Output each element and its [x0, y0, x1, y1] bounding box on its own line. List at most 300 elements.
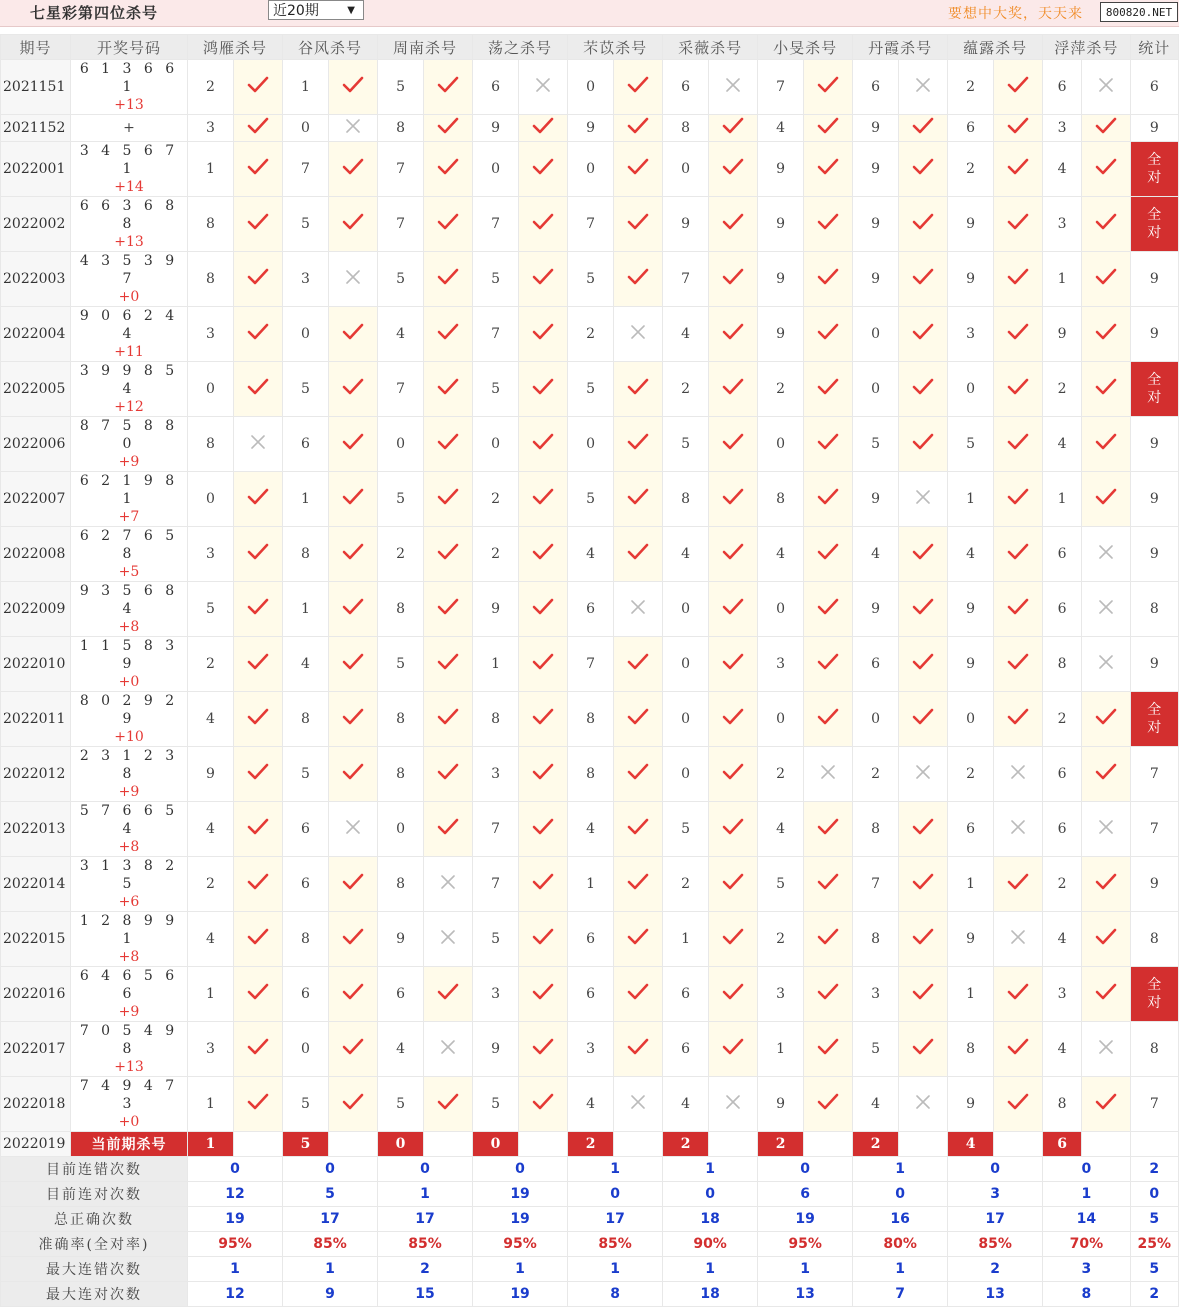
stat-value: 7: [1149, 766, 1159, 782]
draw-sum: +11: [114, 344, 144, 360]
result-cell: [614, 637, 663, 692]
check-icon: [817, 329, 839, 345]
result-cell: [994, 1022, 1043, 1077]
period-cell: 2022002: [1, 197, 71, 252]
result-cell: [424, 967, 473, 1022]
result-cell: [614, 307, 663, 362]
cross-icon: [1011, 767, 1025, 783]
stats-value: 1: [568, 1157, 663, 1182]
result-cell: [709, 967, 758, 1022]
kill-number-cell: 1: [663, 912, 709, 967]
check-icon: [532, 384, 554, 400]
check-icon: [532, 439, 554, 455]
check-icon: [532, 164, 554, 180]
kill-number-cell: 5: [283, 1077, 329, 1132]
chevron-down-icon: ▼: [347, 5, 355, 16]
kill-number-cell: 9: [473, 115, 519, 142]
cross-icon: [631, 327, 645, 343]
result-cell: [1082, 802, 1130, 857]
kill-number-cell: 3: [473, 747, 519, 802]
stat-cell: [1130, 472, 1178, 527]
cross-icon: [251, 437, 265, 453]
result-cell: [329, 1077, 378, 1132]
check-icon: [1007, 1044, 1029, 1060]
result-cell: [329, 417, 378, 472]
cross-icon: [346, 272, 360, 288]
kill-number-table: [0, 34, 1179, 1307]
result-cell: [994, 417, 1043, 472]
result-cell: [424, 307, 473, 362]
check-icon: [1095, 714, 1117, 730]
kill-number-cell: 4: [188, 912, 234, 967]
result-cell: [804, 637, 853, 692]
check-icon: [912, 824, 934, 840]
result-cell: [329, 115, 378, 142]
result-cell: [994, 802, 1043, 857]
site-logo[interactable]: 800820.NET: [1100, 2, 1178, 22]
check-icon: [342, 549, 364, 565]
stats-row: [1, 1232, 1179, 1257]
check-icon: [342, 989, 364, 1005]
current-kill-value: 5: [283, 1132, 329, 1157]
header-expert: 蕴露杀号: [948, 35, 1043, 60]
result-cell: [519, 115, 568, 142]
result-cell: [424, 362, 473, 417]
kill-number-cell: 3: [1043, 115, 1082, 142]
draw-sum: +13: [114, 1059, 144, 1075]
current-kill-value: 1: [188, 1132, 234, 1157]
result-cell: [234, 1022, 283, 1077]
stat-cell: [1130, 692, 1178, 747]
kill-number-cell: 5: [378, 60, 424, 115]
result-cell: [804, 802, 853, 857]
stats-value: 1: [283, 1257, 378, 1282]
cross-icon: [1099, 1042, 1113, 1058]
kill-number-cell: 0: [378, 417, 424, 472]
result-cell: [1082, 637, 1130, 692]
kill-number-cell: 6: [378, 967, 424, 1022]
result-cell: [424, 527, 473, 582]
result-cell: [234, 60, 283, 115]
check-icon: [437, 714, 459, 730]
draw-digits: 7 0 5 4 9 8: [79, 1023, 179, 1057]
kill-number-cell: 9: [853, 582, 899, 637]
kill-number-cell: 5: [378, 472, 424, 527]
check-icon: [627, 274, 649, 290]
kill-number-cell: 0: [188, 362, 234, 417]
stats-value: 0: [948, 1157, 1043, 1182]
current-kill-label: 当前期杀号: [71, 1132, 188, 1157]
current-kill-value: 2: [853, 1132, 899, 1157]
result-cell: [994, 197, 1043, 252]
check-icon: [1007, 549, 1029, 565]
check-icon: [247, 659, 269, 675]
draw-sum: +7: [118, 509, 140, 525]
kill-number-cell: 7: [853, 857, 899, 912]
result-cell: [994, 472, 1043, 527]
check-icon: [437, 439, 459, 455]
result-cell: [709, 857, 758, 912]
result-cell: [1082, 252, 1130, 307]
result-cell: [614, 967, 663, 1022]
result-cell: [329, 637, 378, 692]
check-icon: [817, 659, 839, 675]
kill-number-cell: 4: [378, 307, 424, 362]
kill-number-cell: 3: [1043, 967, 1082, 1022]
check-icon: [817, 123, 839, 139]
result-cell: [424, 142, 473, 197]
result-cell: [1082, 857, 1130, 912]
result-cell: [234, 472, 283, 527]
stat-value: 9: [1149, 491, 1159, 507]
result-cell: [614, 362, 663, 417]
result-cell: [614, 747, 663, 802]
result-cell: [329, 692, 378, 747]
kill-number-cell: 4: [568, 802, 614, 857]
kill-number-cell: 5: [473, 1077, 519, 1132]
kill-number-cell: 6: [853, 60, 899, 115]
kill-number-cell: 0: [758, 582, 804, 637]
table-row: [1, 1077, 1179, 1132]
kill-number-cell: 3: [853, 967, 899, 1022]
check-icon: [437, 769, 459, 785]
result-cell: [519, 252, 568, 307]
kill-number-cell: 0: [473, 142, 519, 197]
check-icon: [817, 604, 839, 620]
stat-cell: [1130, 1077, 1178, 1132]
check-icon: [1007, 384, 1029, 400]
stats-value: 17: [948, 1207, 1043, 1232]
check-icon: [912, 219, 934, 235]
kill-number-cell: 2: [1043, 362, 1082, 417]
current-kill-value: 2: [663, 1132, 709, 1157]
result-cell: [709, 1077, 758, 1132]
check-icon: [1007, 659, 1029, 675]
period-cell: 2022003: [1, 252, 71, 307]
kill-number-cell: 7: [473, 857, 519, 912]
kill-number-cell: 1: [283, 582, 329, 637]
result-cell: [519, 912, 568, 967]
check-icon: [247, 1099, 269, 1115]
check-icon: [342, 769, 364, 785]
kill-number-cell: 6: [948, 802, 994, 857]
draw-sum: +8: [118, 949, 140, 965]
kill-number-cell: 1: [188, 967, 234, 1022]
check-icon: [247, 164, 269, 180]
check-icon: [1007, 879, 1029, 895]
cross-icon: [631, 602, 645, 618]
header-expert: 芣苡杀号: [568, 35, 663, 60]
kill-number-cell: 4: [188, 692, 234, 747]
stats-label: 最大连对次数: [1, 1282, 188, 1307]
cross-icon: [536, 80, 550, 96]
result-cell: [899, 1022, 948, 1077]
kill-number-cell: 2: [473, 472, 519, 527]
draw-cell: [71, 252, 188, 307]
result-cell: [519, 142, 568, 197]
kill-number-cell: 1: [283, 472, 329, 527]
draw-digits: 6 4 6 5 6 6: [79, 968, 179, 1002]
kill-number-cell: 2: [663, 857, 709, 912]
check-icon: [342, 879, 364, 895]
kill-number-cell: 8: [1043, 637, 1082, 692]
result-cell: [804, 912, 853, 967]
kill-number-cell: 7: [758, 60, 804, 115]
kill-number-cell: 9: [853, 252, 899, 307]
cross-icon: [441, 932, 455, 948]
check-icon: [1095, 989, 1117, 1005]
stat-cell: [1130, 527, 1178, 582]
result-cell: [614, 527, 663, 582]
kill-number-cell: 1: [188, 142, 234, 197]
check-icon: [627, 714, 649, 730]
result-cell: [614, 115, 663, 142]
kill-number-cell: 0: [758, 692, 804, 747]
current-kill-value: 2: [568, 1132, 614, 1157]
result-cell: [519, 582, 568, 637]
result-cell: [234, 142, 283, 197]
header-expert: 鸿雁杀号: [188, 35, 283, 60]
kill-number-cell: 3: [568, 1022, 614, 1077]
check-icon: [1007, 164, 1029, 180]
check-icon: [532, 274, 554, 290]
result-cell: [329, 362, 378, 417]
result-cell: [519, 692, 568, 747]
stat-value: 9: [1149, 656, 1159, 672]
kill-number-cell: 9: [378, 912, 424, 967]
header-expert: 谷风杀号: [283, 35, 378, 60]
stats-value: 2: [948, 1257, 1043, 1282]
check-icon: [1095, 879, 1117, 895]
stat-value: 全对: [1147, 977, 1162, 1011]
stats-value: 0: [758, 1157, 853, 1182]
result-cell: [804, 60, 853, 115]
kill-number-cell: 2: [948, 60, 994, 115]
result-cell: [234, 967, 283, 1022]
kill-number-cell: 4: [663, 307, 709, 362]
stat-value: 8: [1149, 601, 1159, 617]
check-icon: [912, 384, 934, 400]
kill-number-cell: 8: [568, 692, 614, 747]
kill-number-cell: 0: [948, 362, 994, 417]
check-icon: [437, 1099, 459, 1115]
result-cell: [614, 472, 663, 527]
kill-number-cell: 2: [188, 857, 234, 912]
result-cell: [424, 197, 473, 252]
kill-number-cell: 2: [758, 362, 804, 417]
stat-cell: [1130, 60, 1178, 115]
result-cell: [1082, 472, 1130, 527]
table-row: [1, 307, 1179, 362]
result-cell: [709, 527, 758, 582]
result-cell: [709, 252, 758, 307]
kill-number-cell: 2: [188, 60, 234, 115]
kill-number-cell: 5: [663, 417, 709, 472]
result-cell: [614, 60, 663, 115]
check-icon: [912, 1044, 934, 1060]
draw-digits: 4 3 5 3 9 7: [79, 253, 179, 287]
kill-number-cell: 4: [758, 527, 804, 582]
result-cell: [424, 417, 473, 472]
draw-cell: [71, 967, 188, 1022]
check-icon: [912, 879, 934, 895]
kill-number-cell: 0: [473, 417, 519, 472]
draw-cell: [71, 637, 188, 692]
kill-number-cell: 0: [663, 747, 709, 802]
result-cell: [899, 692, 948, 747]
kill-number-cell: 6: [663, 967, 709, 1022]
kill-number-cell: 0: [283, 115, 329, 142]
kill-number-cell: 4: [188, 802, 234, 857]
period-select[interactable]: [268, 0, 364, 20]
result-cell: [1082, 912, 1130, 967]
result-cell: [709, 60, 758, 115]
kill-number-cell: 9: [758, 307, 804, 362]
result-cell: [424, 692, 473, 747]
stats-value: 1: [473, 1257, 568, 1282]
draw-cell: [71, 582, 188, 637]
kill-number-cell: 7: [378, 142, 424, 197]
stat-value: 9: [1149, 271, 1159, 287]
check-icon: [722, 604, 744, 620]
check-icon: [437, 274, 459, 290]
header-expert: 小旻杀号: [758, 35, 853, 60]
check-icon: [627, 82, 649, 98]
result-cell: [424, 857, 473, 912]
draw-digits: 3 9 9 8 5 4: [79, 363, 179, 397]
table-row: [1, 802, 1179, 857]
draw-digits: 6 6 3 6 8 8: [79, 198, 179, 232]
kill-number-cell: 7: [283, 142, 329, 197]
draw-cell: [71, 912, 188, 967]
page-title: 七星彩第四位杀号: [30, 4, 159, 22]
result-cell: [804, 307, 853, 362]
check-icon: [627, 659, 649, 675]
stats-value: 1: [188, 1257, 283, 1282]
period-cell: 2022016: [1, 967, 71, 1022]
result-cell: [519, 857, 568, 912]
kill-number-cell: 5: [758, 857, 804, 912]
cross-icon: [726, 80, 740, 96]
check-icon: [532, 659, 554, 675]
current-kill-row: [1, 1132, 1179, 1157]
kill-number-cell: 0: [663, 582, 709, 637]
result-cell: [994, 307, 1043, 362]
result-cell: [994, 115, 1043, 142]
stat-value: 8: [1149, 931, 1159, 947]
stats-value: 17: [568, 1207, 663, 1232]
kill-number-cell: 2: [948, 747, 994, 802]
kill-number-cell: 9: [853, 197, 899, 252]
result-cell: [234, 582, 283, 637]
result-cell: [709, 362, 758, 417]
kill-number-cell: 4: [1043, 417, 1082, 472]
draw-digits: 7 4 9 4 7 3: [79, 1078, 179, 1112]
kill-number-cell: 9: [473, 582, 519, 637]
cross-icon: [441, 877, 455, 893]
stats-value: 12: [188, 1282, 283, 1307]
stat-cell: [1130, 912, 1178, 967]
stats-total: 0: [1130, 1182, 1178, 1207]
check-icon: [912, 439, 934, 455]
kill-number-cell: 3: [948, 307, 994, 362]
draw-cell: [71, 857, 188, 912]
check-icon: [817, 384, 839, 400]
result-cell: [804, 362, 853, 417]
result-cell: [1082, 307, 1130, 362]
draw-digits: 6 1 3 6 6 1: [79, 61, 179, 95]
stats-value: 18: [663, 1282, 758, 1307]
stats-value: 19: [473, 1207, 568, 1232]
kill-number-cell: 5: [283, 747, 329, 802]
period-cell: 2022005: [1, 362, 71, 417]
result-cell: [614, 582, 663, 637]
stat-cell: [1130, 802, 1178, 857]
result-cell: [804, 1077, 853, 1132]
check-icon: [532, 549, 554, 565]
header-expert: 周南杀号: [378, 35, 473, 60]
check-icon: [247, 879, 269, 895]
kill-number-cell: 0: [948, 692, 994, 747]
stats-row: [1, 1282, 1179, 1307]
table-row: [1, 115, 1179, 142]
result-cell: [899, 472, 948, 527]
result-cell: [519, 1022, 568, 1077]
kill-number-cell: 8: [378, 582, 424, 637]
kill-number-cell: 5: [378, 1077, 424, 1132]
result-cell: [234, 527, 283, 582]
draw-cell: [71, 747, 188, 802]
stat-cell: [1130, 1022, 1178, 1077]
kill-number-cell: 4: [1043, 142, 1082, 197]
stat-cell: [1130, 252, 1178, 307]
kill-number-cell: 0: [853, 362, 899, 417]
check-icon: [627, 824, 649, 840]
stats-value: 3: [1043, 1257, 1130, 1282]
check-icon: [912, 659, 934, 675]
kill-number-cell: 6: [853, 637, 899, 692]
current-kill-value: 0: [473, 1132, 519, 1157]
period-cell: 2022006: [1, 417, 71, 472]
table-row: [1, 582, 1179, 637]
draw-digits: 6 2 7 6 5 8: [79, 528, 179, 562]
result-cell: [424, 637, 473, 692]
kill-number-cell: 2: [853, 747, 899, 802]
check-icon: [437, 164, 459, 180]
result-cell: [424, 472, 473, 527]
result-cell: [329, 582, 378, 637]
result-cell: [804, 252, 853, 307]
kill-number-cell: 9: [948, 912, 994, 967]
kill-number-cell: 5: [473, 252, 519, 307]
draw-sum: +0: [118, 1114, 140, 1130]
result-cell: [424, 582, 473, 637]
check-icon: [247, 494, 269, 510]
cross-icon: [631, 1097, 645, 1113]
result-cell: [1082, 60, 1130, 115]
kill-number-cell: 2: [378, 527, 424, 582]
draw-cell: [71, 692, 188, 747]
result-cell: [994, 142, 1043, 197]
draw-cell: [71, 142, 188, 197]
stat-cell: [1130, 307, 1178, 362]
stats-value: 3: [948, 1182, 1043, 1207]
result-cell: [994, 967, 1043, 1022]
kill-number-cell: 8: [188, 417, 234, 472]
kill-number-cell: 9: [1043, 307, 1082, 362]
check-icon: [912, 164, 934, 180]
kill-number-cell: 8: [378, 692, 424, 747]
